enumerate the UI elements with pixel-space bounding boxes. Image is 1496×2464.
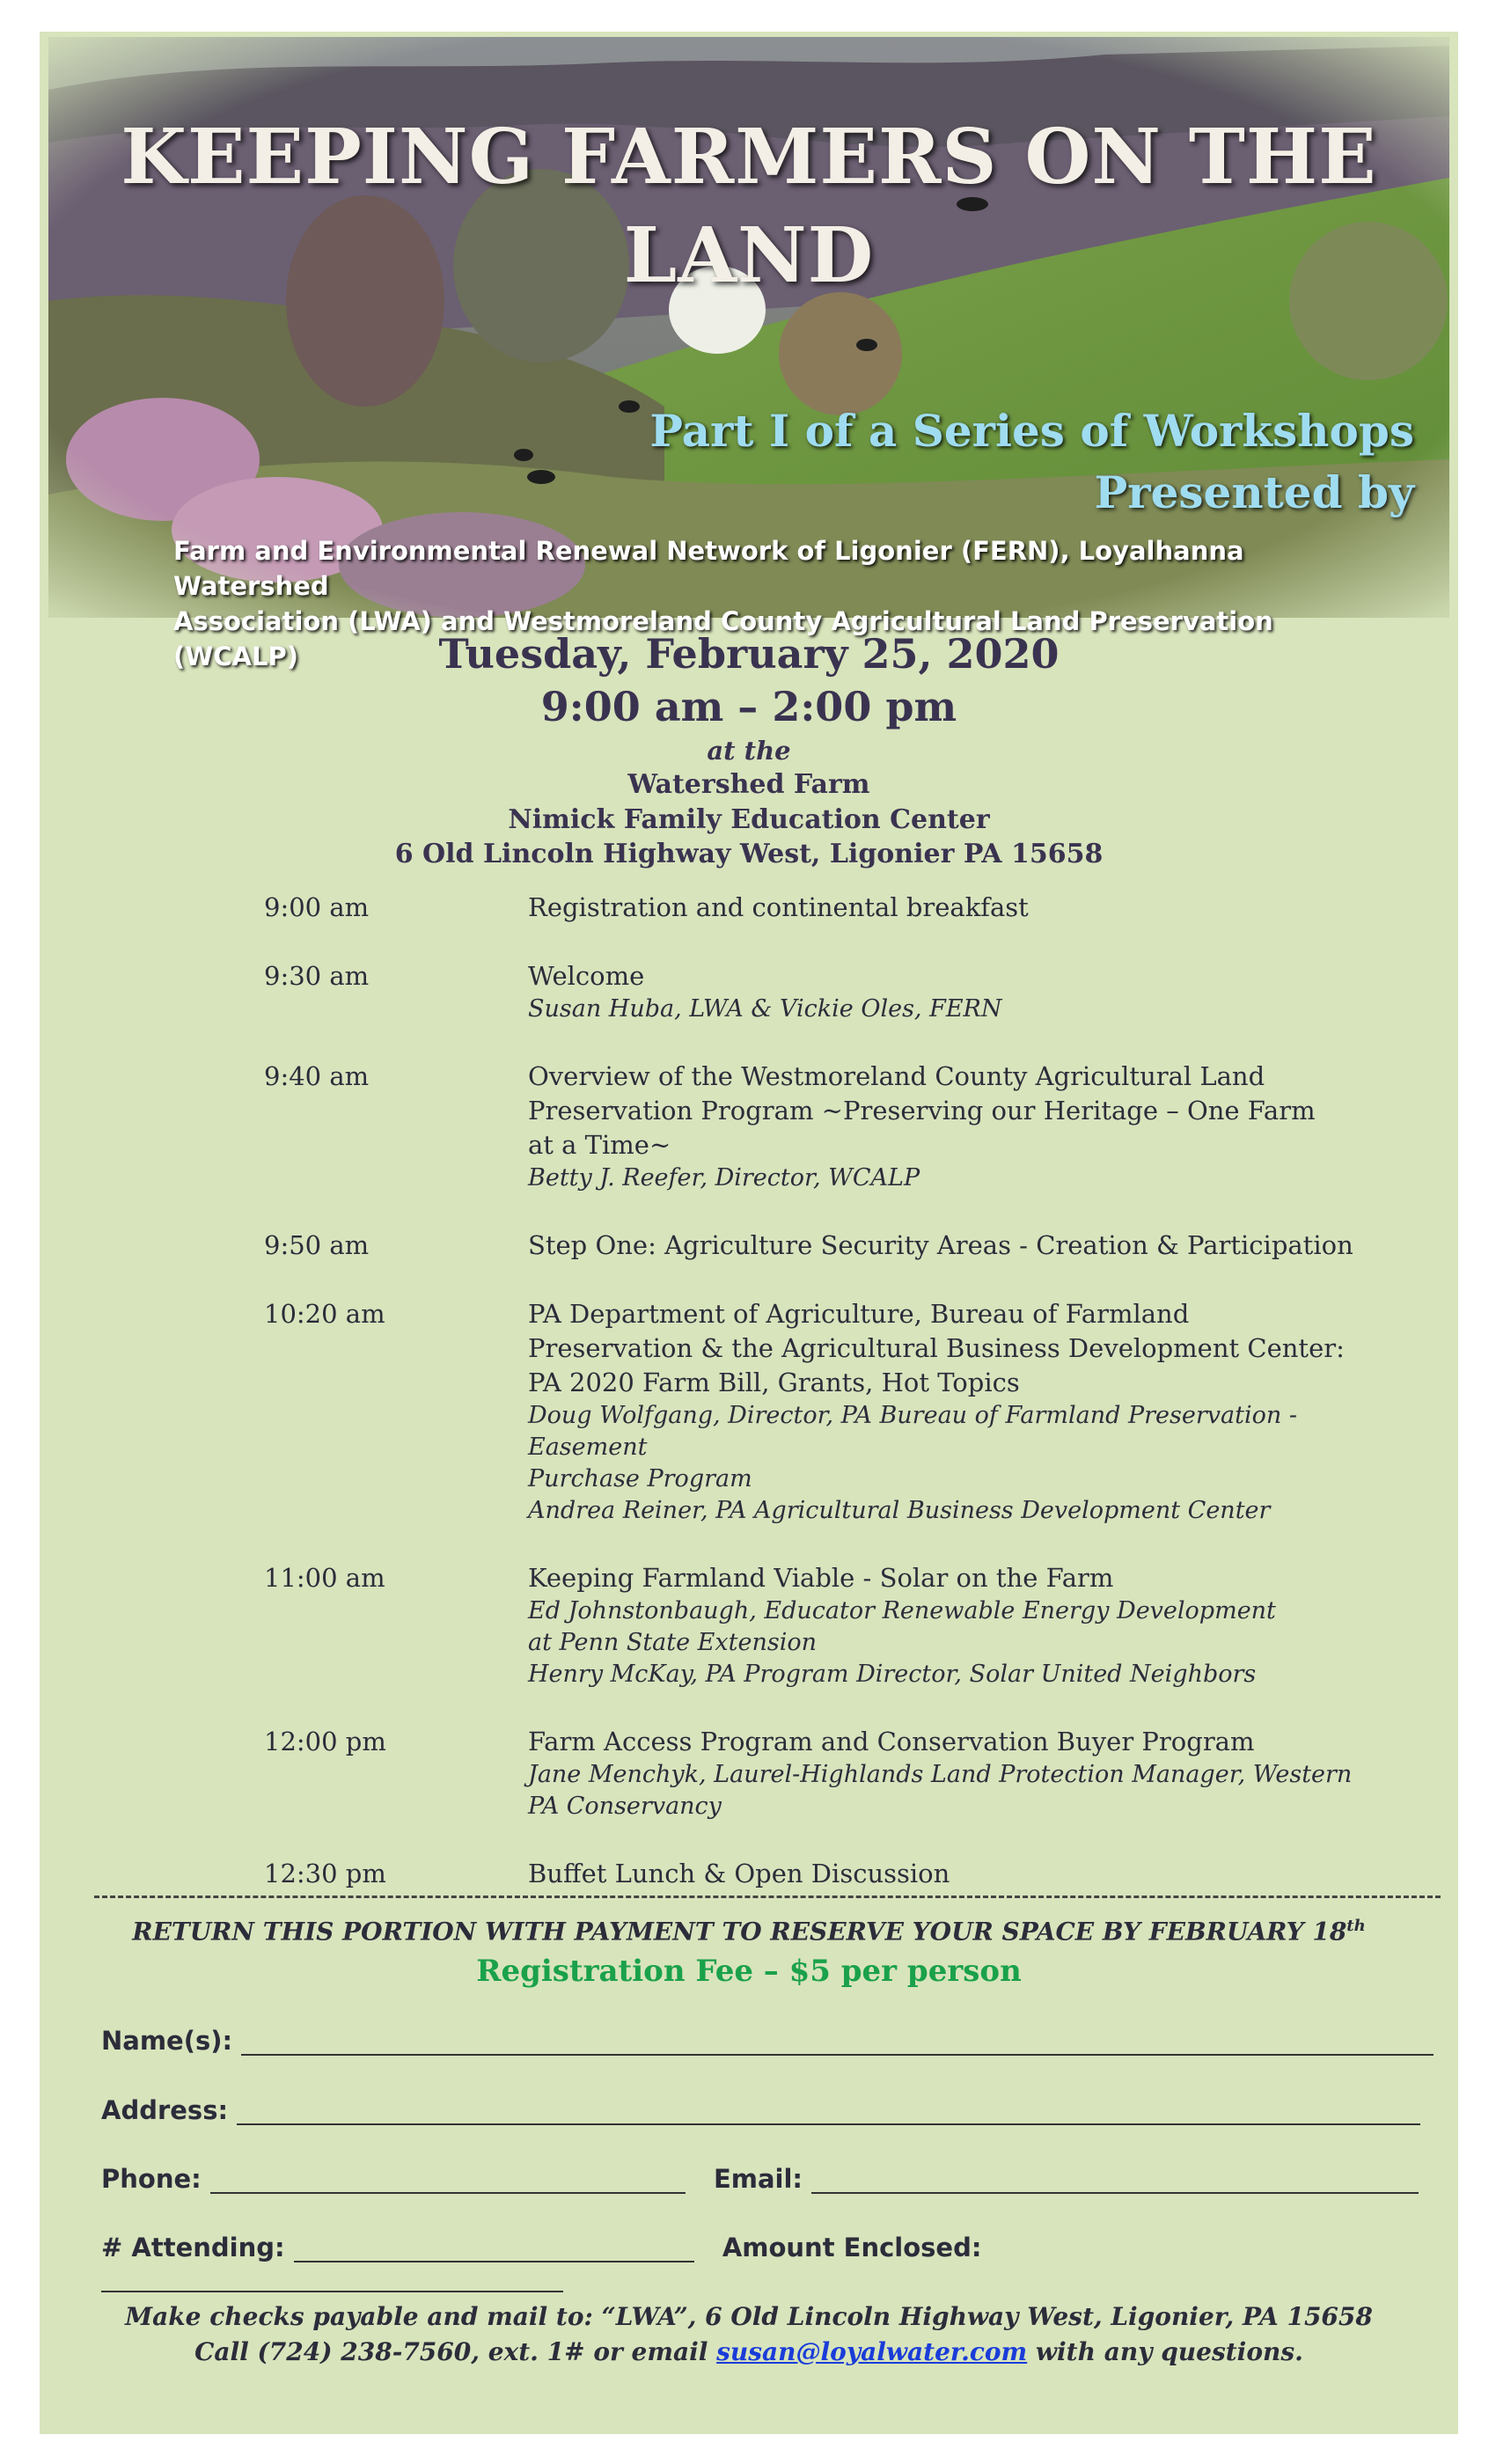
- mail-instructions: Make checks payable and mail to: “LWA”, 6 Old Lincoln Highway West, Ligonier, PA 15658: [125, 2302, 1373, 2331]
- agenda-session-title: PA 2020 Farm Bill, Grants, Hot Topics: [528, 1368, 1020, 1397]
- return-text: RETURN THIS PORTION WITH PAYMENT TO RESERVE YOUR SPACE BY FEBRUARY 18: [132, 1917, 1347, 1947]
- agenda-time: 9:30 am: [264, 961, 370, 991]
- agenda-time: 10:20 am: [264, 1299, 385, 1329]
- flyer-title-line1: KEEPING FARMERS ON THE: [121, 113, 1377, 202]
- phone-email-row: [101, 2164, 1448, 2194]
- agenda-time: 12:30 pm: [264, 1859, 386, 1888]
- agenda-session-title: Preservation Program ~Preserving our Heritage – One Farm: [528, 1096, 1316, 1126]
- agenda-schedule: [264, 891, 1408, 1925]
- agenda-details: [528, 959, 1408, 1025]
- agenda-speaker: Andrea Reiner, PA Agricultural Business Development Center: [528, 1497, 1271, 1524]
- agenda-row: [264, 1561, 1408, 1690]
- contact-prefix: Call (724) 238-7560, ext. 1# or email: [194, 2337, 717, 2366]
- presented-by-label: Presented by: [1094, 466, 1414, 518]
- name-row: [101, 2026, 1448, 2056]
- registration-fee: Registration Fee – $5 per person: [476, 1954, 1022, 1989]
- agenda-session-title: Preservation & the Agricultural Business Development Center:: [528, 1333, 1345, 1363]
- agenda-session-title: Keeping Farmland Viable - Solar on the Farm: [528, 1563, 1114, 1593]
- at-the-label: at the: [707, 736, 791, 766]
- agenda-row: [264, 1297, 1408, 1527]
- agenda-row: [264, 891, 1408, 925]
- contact-email-link[interactable]: susan@loyalwater.com: [716, 2337, 1028, 2366]
- address-field[interactable]: [237, 2097, 1420, 2125]
- agenda-session-title: PA Department of Agriculture, Bureau of Farmland: [528, 1299, 1190, 1329]
- contact-line: [40, 2337, 1458, 2366]
- agenda-time: 9:50 am: [264, 1230, 370, 1260]
- agenda-speaker: Jane Menchyk, Laurel-Highlands Land Protection Manager, Western: [528, 1761, 1353, 1788]
- agenda-details: [528, 1857, 1408, 1891]
- agenda-session-title: Farm Access Program and Conservation Buyer Program: [528, 1727, 1255, 1756]
- agenda-speaker: Purchase Program: [528, 1465, 752, 1492]
- agenda-row: [264, 1228, 1408, 1263]
- agenda-speaker: Doug Wolfgang, Director, PA Bureau of Farmland Preservation - Easement: [528, 1402, 1297, 1461]
- agenda-speaker: Susan Huba, LWA & Vickie Oles, FERN: [528, 995, 1002, 1023]
- flyer-title-line2: LAND: [623, 211, 875, 300]
- agenda-row: [264, 1060, 1408, 1194]
- venue-name: Watershed Farm: [627, 769, 870, 800]
- attending-amount-row: [101, 2233, 1448, 2292]
- event-date: Tuesday, February 25, 2020: [438, 630, 1060, 678]
- agenda-time: 9:40 am: [264, 1061, 370, 1091]
- amount-field[interactable]: [101, 2264, 563, 2292]
- organizations-line1: Farm and Environmental Renewal Network of Ligonier (FERN), Loyalhanna Watershed: [173, 536, 1244, 601]
- agenda-session-title: at a Time~: [528, 1130, 671, 1160]
- agenda-details: [528, 1297, 1408, 1527]
- event-time: 9:00 am – 2:00 pm: [540, 683, 957, 730]
- name-label: Name(s):: [101, 2026, 233, 2056]
- agenda-row: [264, 1725, 1408, 1822]
- email-field[interactable]: [811, 2166, 1419, 2194]
- return-instructions: [40, 1917, 1458, 1946]
- agenda-speaker: PA Conservancy: [528, 1793, 722, 1820]
- phone-field[interactable]: [210, 2166, 686, 2194]
- agenda-session-title: Step One: Agriculture Security Areas - Creation & Participation: [528, 1230, 1353, 1260]
- amount-label: Amount Enclosed:: [722, 2233, 982, 2262]
- email-label: Email:: [713, 2164, 803, 2194]
- agenda-time: 12:00 pm: [264, 1727, 386, 1756]
- agenda-details: [528, 1725, 1408, 1822]
- organizations-line2: Association (LWA) and Westmoreland County Agricultural Land Preservation (WCALP): [173, 606, 1273, 671]
- attending-field[interactable]: [294, 2234, 694, 2262]
- return-text-suffix: th: [1346, 1917, 1366, 1935]
- agenda-details: [528, 1228, 1408, 1263]
- name-field[interactable]: [241, 2028, 1434, 2056]
- contact-suffix: with any questions.: [1027, 2337, 1303, 2366]
- agenda-details: [528, 1060, 1408, 1194]
- agenda-session-title: Registration and continental breakfast: [528, 892, 1029, 922]
- series-subtitle: Part I of a Series of Workshops: [649, 405, 1414, 457]
- flyer-page: [40, 32, 1458, 2434]
- agenda-speaker: Betty J. Reefer, Director, WCALP: [528, 1164, 920, 1192]
- address-row: [101, 2095, 1448, 2125]
- agenda-time: 11:00 am: [264, 1563, 385, 1593]
- agenda-speaker: Ed Johnstonbaugh, Educator Renewable Energy Development: [528, 1597, 1276, 1624]
- agenda-speaker: at Penn State Extension: [528, 1629, 817, 1656]
- agenda-session-title: Overview of the Westmoreland County Agricultural Land: [528, 1061, 1265, 1091]
- agenda-row: [264, 1857, 1408, 1891]
- phone-label: Phone:: [101, 2164, 202, 2194]
- agenda-speaker: Henry McKay, PA Program Director, Solar United Neighbors: [528, 1661, 1257, 1688]
- venue-address: 6 Old Lincoln Highway West, Ligonier PA 15658: [394, 839, 1104, 869]
- cut-line-divider: [94, 1896, 1441, 1898]
- attending-label: # Attending:: [101, 2233, 285, 2262]
- agenda-session-title: Welcome: [528, 961, 645, 991]
- address-label: Address:: [101, 2095, 229, 2125]
- agenda-details: [528, 1561, 1408, 1690]
- agenda-session-title: Buffet Lunch & Open Discussion: [528, 1859, 950, 1888]
- agenda-time: 9:00 am: [264, 892, 370, 922]
- venue-center: Nimick Family Education Center: [508, 804, 990, 835]
- agenda-row: [264, 959, 1408, 1025]
- agenda-details: [528, 891, 1408, 925]
